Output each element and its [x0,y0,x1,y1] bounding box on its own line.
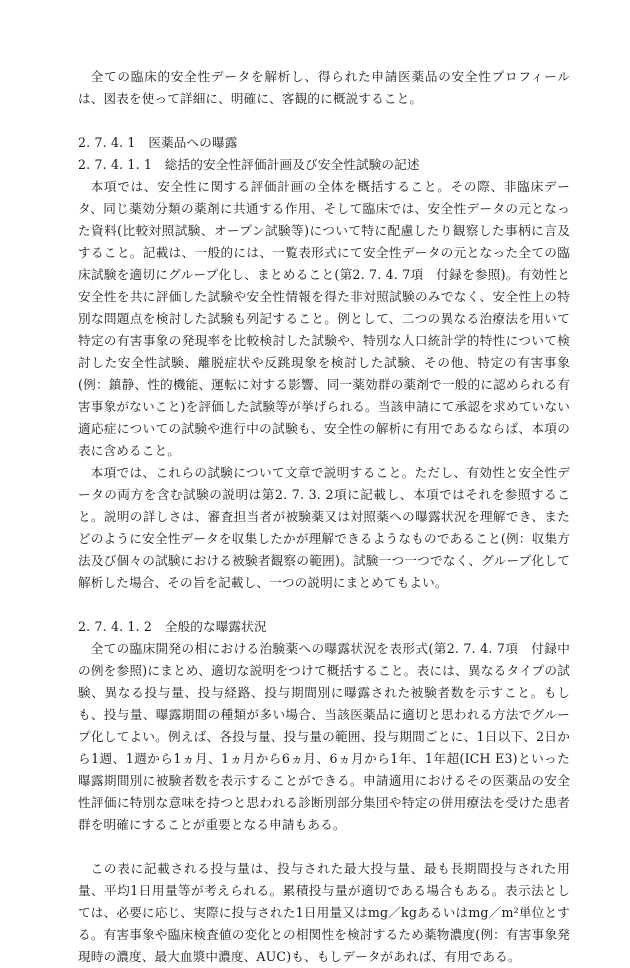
subsection-1-paragraph-1: 本項では、安全性に関する評価計画の全体を概括すること。その際、非臨床データ、同じ薬効分類の薬剤に共通する作用、そして臨床では、安全性データの元となった資料(比較対照試験、オープン試験等)について特に配慮したり観察した事柄に言及すること。記載は、一般的には、一覧表形式にて安全性データの元となった全ての臨床試験を適切にグループ化し、まとめること(第2. 7. 4. 7項 付録を参照)。有効性と安全性を共に評価した試験や安全性情報を得た非対照試験のみでなく、安全性上の特別な問題点を検討した試験も列記すること。例として、二つの異なる治療法を用いて特定の有害事象の発現率を比較検討した試験や、特別な人口統計学的特性について検討した安全性試験、離脱症状や反跳現象を検討した試験、その他、特定の有害事象(例：鎮静、性的機能、運転に対する影響、同一薬効群の薬剤で一般的に認められる有害事象がないこと)を評価した試験等が挙げられる。当該申請にて承認を求めていない適応症についての試験や進行中の試験も、安全性の解析に有用であるならば、本項の表に含めること。 [78,179,570,458]
intro-paragraph: 全ての臨床的安全性データを解析し、得られた申請医薬品の安全性プロフィールは、図表を使って詳細に、明確に、客観的に概説すること。 [78,69,570,106]
subsection-1-heading: 2. 7. 4. 1. 1 総括的安全性評価計画及び安全性試験の記述 [78,157,420,172]
subsection-2-heading: 2. 7. 4. 1. 2 全般的な曝露状況 [78,619,267,634]
subsection-2-paragraph-2: この表に記載される投与量は、投与された最大投与量、最も長期間投与された用量、平均1日用量等が考えられる。累積投与量が適切である場合もある。表示法としては、必要に応じ、実際に投与された1日用量又はmg／kgあるいはmg／m²単位とする。有害事象や臨床検査値の変化との相関性を検討するため薬物濃度(例：有害事象発現時の濃度、最大血漿中濃度、AUC)も、もしデータがあれば、有用である。 [78,861,570,964]
subsection-1-paragraph-2: 本項では、これらの試験について文章で説明すること。ただし、有効性と安全性データの両方を含む試験の説明は第2. 7. 3. 2項に記載し、本項ではそれを参照すること。説明の詳しさは、審査担当者が被験薬又は対照薬への曝露状況を理解でき、またどのように安全性データを収集したかが理解できるようなものであること(例：収集方法及び個々の試験における被験者観察の範囲)。試験一つ一つでなく、グループ化して解析した場合、その旨を記載し、一つの説明にまとめてもよい。 [78,465,570,590]
subsection-2-paragraph-1: 全ての臨床開発の相における治験薬への曝露状況を表形式(第2. 7. 4. 7項 付録中の例を参照)にまとめ、適切な説明をつけて概括すること。表には、異なるタイプの試験、異なる投与量、投与経路、投与期間別に曝露された被験者数を示すこと。もしも、投与量、曝露期間の種類が多い場合、当該医薬品に適切と思われる方法でグループ化してよい。例えば、各投与量、投与量の範囲、投与期間ごとに、1日以下、2日から1週、1週から1ヵ月、1ヵ月から6ヵ月、6ヵ月から1年、1年超(ICH E3)といった曝露期間別に被験者数を表示することができる。申請適用におけるその医薬品の安全性評価に特別な意味を持つと思われる診断別部分集団や特定の併用療法を受けた患者群を明確にすることが重要となる申請もある。 [78,641,570,832]
section-heading: 2. 7. 4. 1 医薬品への曝露 [78,135,238,150]
